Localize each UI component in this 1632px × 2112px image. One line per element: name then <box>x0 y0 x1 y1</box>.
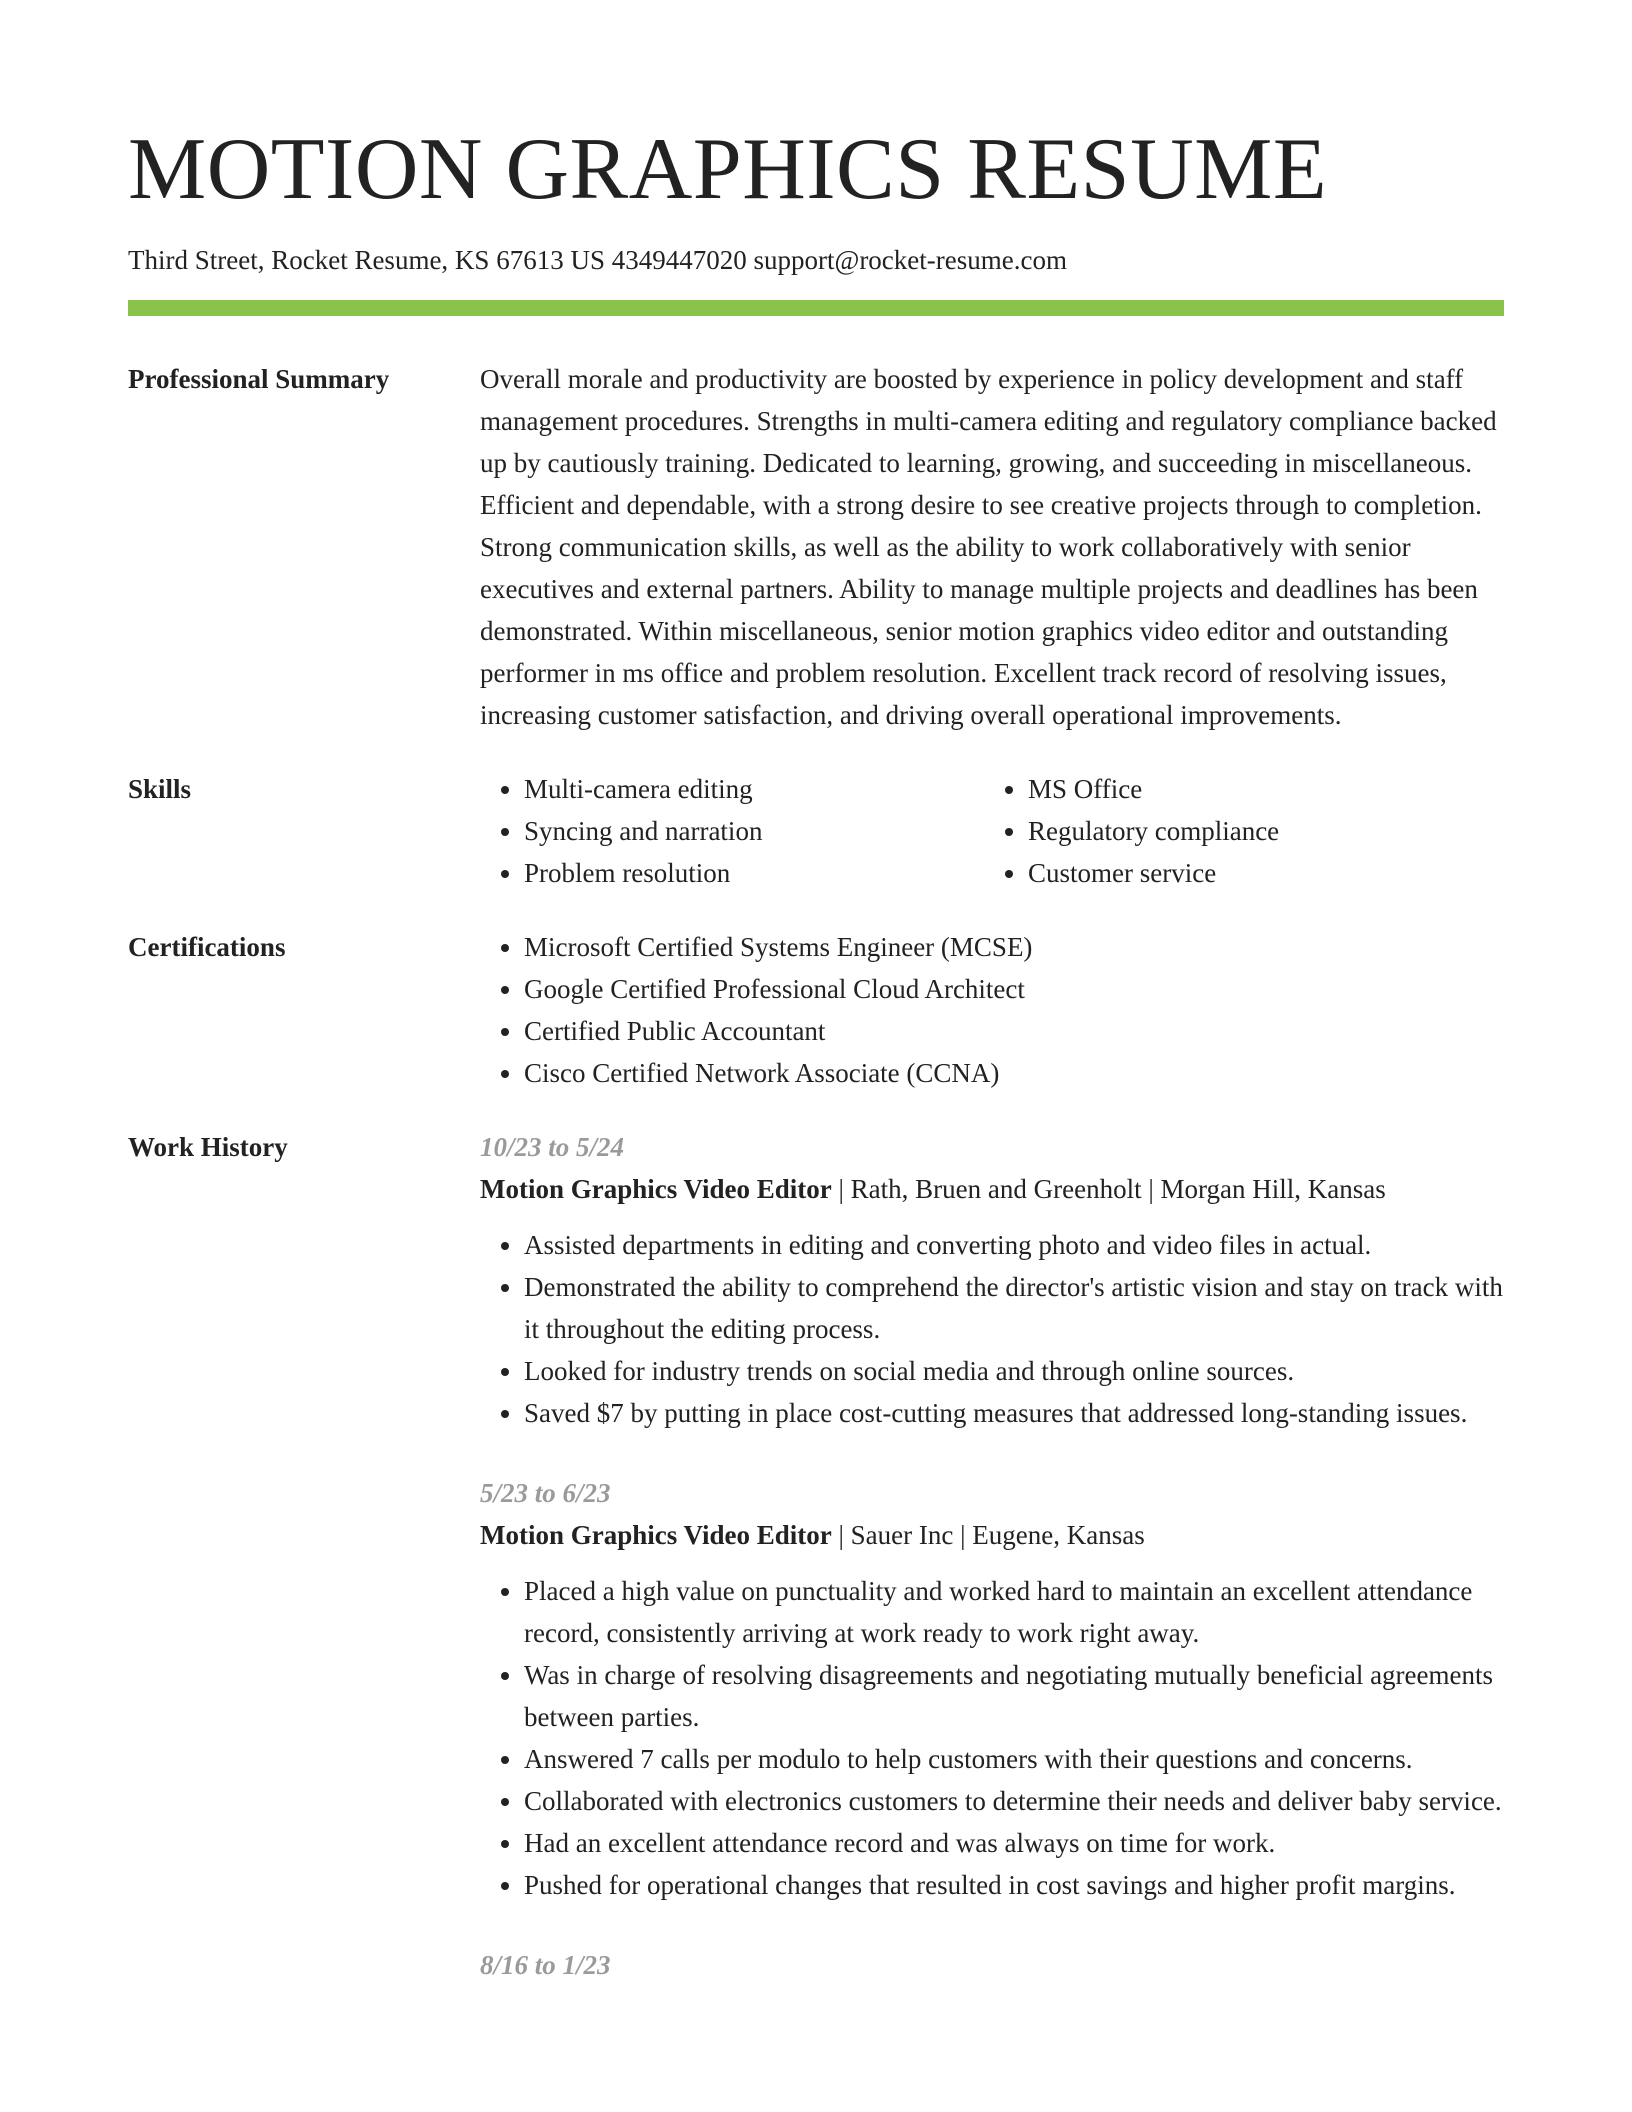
certification-item: • Microsoft Certified Systems Engineer (MCSE) <box>524 926 1504 968</box>
job-bullet: • Demonstrated the ability to comprehend the director's artistic vision and stay on track with it throughout the editing process. <box>524 1266 1504 1350</box>
job-bullet: • Saved $7 by putting in place cost-cutting measures that addressed long-standing issues. <box>524 1392 1504 1434</box>
job-bullet: • Answered 7 calls per modulo to help customers with their questions and concerns. <box>524 1738 1504 1780</box>
resume-page <box>128 0 1504 2056</box>
certification-item: • Certified Public Accountant <box>524 1010 1504 1052</box>
work-history-heading: Work History <box>128 1132 288 1162</box>
job-dates: 10/23 to 5/24 <box>480 1132 625 1162</box>
summary-text: Overall morale and productivity are boosted by experience in policy development and staff management procedures. Strengths in multi-camera editing and regulatory compliance backed up by cautiously training. Dedicated to learning, growing, and succeeding in miscellaneous. Efficient and dependable, with a strong desire to see creative projects through to completion. Strong communication skills, as well as the ability to work collaboratively with senior executives and external partners. Ability to manage multiple projects and deadlines has been demonstrated. Within miscellaneous, senior motion graphics video editor and outstanding performer in ms office and problem resolution. Excellent track record of resolving issues, increasing customer satisfaction, and driving overall operational improvements. <box>480 364 1497 730</box>
skills-list-right <box>984 768 1488 894</box>
certification-item: • Cisco Certified Network Associate (CCNA) <box>524 1052 1504 1094</box>
skills-section <box>128 768 1504 894</box>
contact-line: Third Street, Rocket Resume, KS 67613 US 4349447020 support@rocket-resume.com <box>128 245 1067 275</box>
job-entry <box>480 1126 1504 1434</box>
job-title: Motion Graphics Video Editor <box>480 1174 832 1204</box>
certification-item: • Google Certified Professional Cloud Architect <box>524 968 1504 1010</box>
job-entry <box>480 1944 1504 1986</box>
skill-item: • Customer service <box>1028 852 1488 894</box>
skill-item: • MS Office <box>1028 768 1488 810</box>
certifications-heading: Certifications <box>128 932 286 962</box>
job-bullets <box>480 1224 1504 1434</box>
resume-sections <box>128 358 1504 2024</box>
work-history-section <box>128 1126 1504 2024</box>
skill-item: • Syncing and narration <box>524 810 984 852</box>
certifications-section <box>128 926 1504 1094</box>
skills-heading: Skills <box>128 774 192 804</box>
job-details: | Sauer Inc | Eugene, Kansas <box>831 1520 1145 1550</box>
skills-list-left <box>480 768 984 894</box>
skill-item: • Multi-camera editing <box>524 768 984 810</box>
certifications-body <box>480 926 1504 1094</box>
job-title-line <box>480 1168 1504 1210</box>
job-bullet: • Had an excellent attendance record and was always on time for work. <box>524 1822 1504 1864</box>
skill-item: • Problem resolution <box>524 852 984 894</box>
job-bullet: • Placed a high value on punctuality and worked hard to maintain an excellent attendance record, consistently arriving at work ready to work right away. <box>524 1570 1504 1654</box>
skills-body <box>480 768 1504 894</box>
job-bullet: • Pushed for operational changes that resulted in cost savings and higher profit margins. <box>524 1864 1504 1906</box>
header-accent-rule <box>128 300 1504 316</box>
job-bullet: • Assisted departments in editing and converting photo and video files in actual. <box>524 1224 1504 1266</box>
skills-column-left <box>480 768 984 894</box>
summary-heading: Professional Summary <box>128 364 390 394</box>
skills-column-right <box>984 768 1488 894</box>
summary-body <box>480 358 1504 736</box>
job-dates: 5/23 to 6/23 <box>480 1478 611 1508</box>
summary-section <box>128 358 1504 736</box>
job-dates: 8/16 to 1/23 <box>480 1950 611 1980</box>
certifications-list <box>480 926 1504 1094</box>
job-title: Motion Graphics Video Editor <box>480 1520 832 1550</box>
job-details: | Rath, Bruen and Greenholt | Morgan Hill, Kansas <box>831 1174 1386 1204</box>
job-bullet: • Looked for industry trends on social media and through online sources. <box>524 1350 1504 1392</box>
skill-item: • Regulatory compliance <box>1028 810 1488 852</box>
job-title-line <box>480 1514 1504 1556</box>
job-entry <box>480 1472 1504 1906</box>
job-bullet: • Was in charge of resolving disagreements and negotiating mutually beneficial agreements between parties. <box>524 1654 1504 1738</box>
resume-title: MOTION GRAPHICS RESUME <box>128 121 1328 218</box>
job-bullet: • Collaborated with electronics customers to determine their needs and deliver baby service. <box>524 1780 1504 1822</box>
job-bullets <box>480 1570 1504 1906</box>
work-history-body <box>480 1126 1504 2024</box>
